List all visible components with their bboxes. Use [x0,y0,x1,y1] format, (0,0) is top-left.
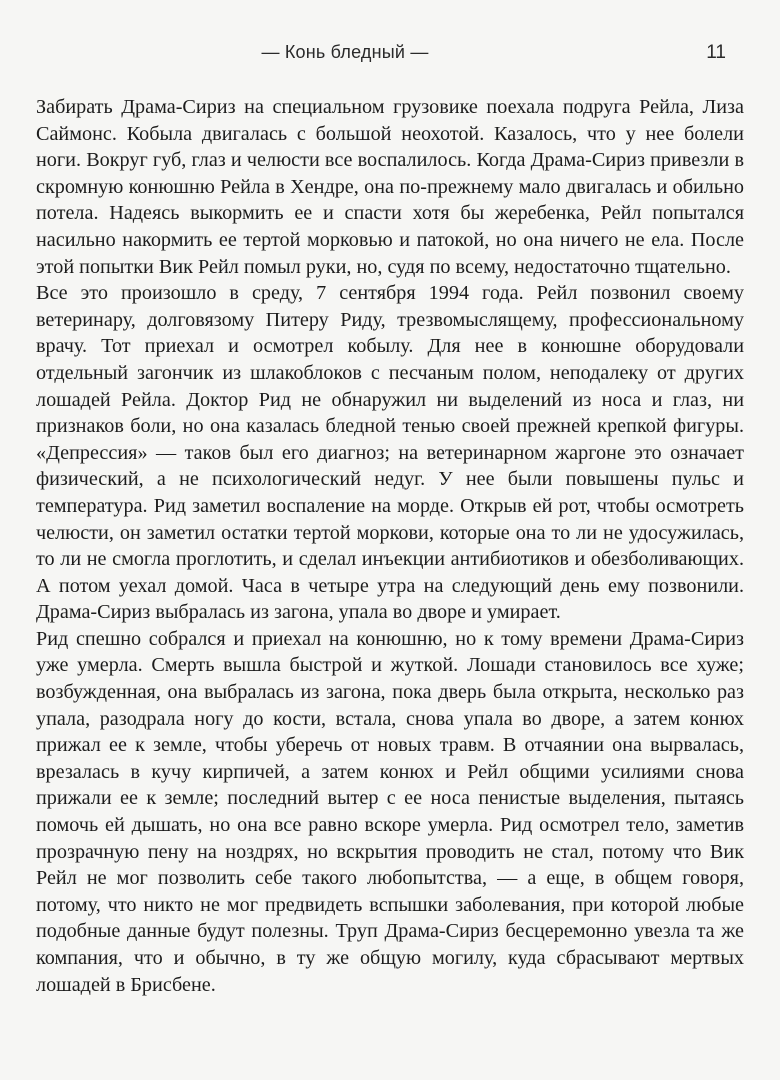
paragraph: Забирать Драма-Сириз на специальном грузовике поехала подруга Рейла, Лиза Саймонс. Кобыла двигалась с большой неохотой. Казалось, что у нее болели ноги. Вокруг губ, глаз и челюсти все воспалилось. Когда Драма-Сириз привезли в скромную конюшню Рейла в Хендре, она по-прежнему мало двигалась и обильно потела. Надеясь выкормить ее и спасти хотя бы жеребенка, Рейл попытался насильно накормить ее тертой морковью и патокой, но она ничего не ела. После этой попытки Вик Рейл помыл руки, но, судя по всему, недостаточно тщательно. [36,96,744,278]
chapter-title: — Конь бледный — [261,42,429,62]
paragraph: Рид спешно собрался и приехал на конюшню, но к тому времени Драма-Сириз уже умерла. Смерть вышла быстрой и жуткой. Лошади становилось все хуже; возбужденная, она выбралась из загона, пока дверь была открыта, несколько раз упала, разодрала ногу до кости, встала, снова упала во дворе, а затем конюх прижал ее к земле, чтобы уберечь от новых травм. В отчаянии она вырвалась, врезалась в кучу кирпичей, а затем конюх и Рейл общими усилиями снова прижали ее к земле; последний вытер с ее носа пенистые выделения, пытаясь помочь ей дышать, но она все равно вскоре умерла. Рид осмотрел тело, заметив прозрачную пену на ноздрях, но вскрытия проводить не стал, потому что Вик Рейл не мог позволить себе такого любопытства, — а еще, в общем говоря, потому, что никто не мог предвидеть вспышки заболевания, при которой любые подобные данные будут полезны. Труп Драма-Сириз бесцеремонно увезла та же компания, что и обычно, в ту же общую могилу, куда сбрасывают мертвых лошадей в Брисбене. [36,627,744,996]
body-text [36,94,744,998]
paragraph: Все это произошло в среду, 7 сентября 1994 года. Рейл позвонил своему ветеринару, долговязому Питеру Риду, трезвомыслящему, профессиональному врачу. Тот приехал и осмотрел кобылу. Для нее в конюшне оборудовали отдельный загончик из шлакоблоков с песчаным полом, неподалеку от других лошадей Рейла. Доктор Рид не обнаружил ни выделений из носа и глаз, ни признаков боли, но она казалась бледной тенью своей прежней крепкой фигуры. «Депрессия» — таков был его диагноз; на ветеринарном жаргоне это означает физический, а не психологический недуг. У нее были повышены пульс и температура. Рид заметил воспаление на морде. Открыв ей рот, чтобы осмотреть челюсти, он заметил остатки тертой моркови, которые она то ли не удосужилась, то ли не смогла проглотить, и сделал инъекции антибиотиков и обезболивающих. А потом уехал домой. Часа в четыре утра на следующий день ему позвонили. Драма-Сириз выбралась из загона, упала во дворе и умирает. [36,282,744,624]
page-number: 11 [706,42,726,63]
running-header [0,42,780,72]
